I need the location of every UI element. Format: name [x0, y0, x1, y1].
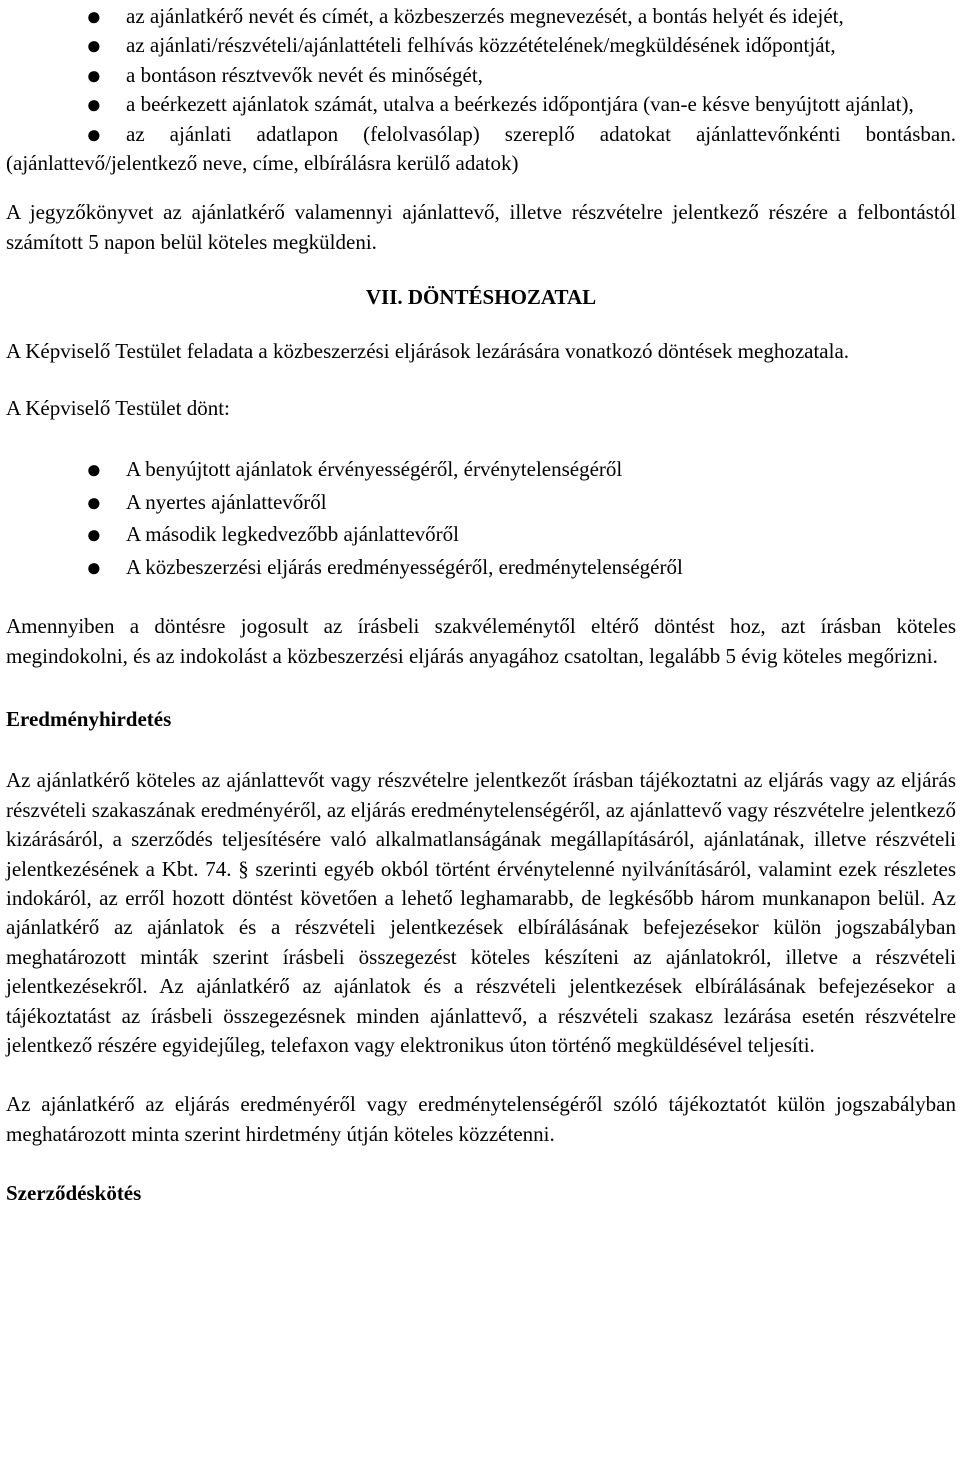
dontes-bullet-list	[6, 455, 956, 582]
list-item: ● az ajánlati/részvételi/ajánlattételi felhívás közzétételének/megküldésének időpontját,	[86, 31, 836, 61]
document-page	[6, 2, 956, 1209]
list-item: ● A közbeszerzési eljárás eredményességéről, eredménytelenségéről	[86, 552, 683, 582]
amennyiben-paragraph: Amennyiben a döntésre jogosult az írásbeli szakvéleménytől eltérő döntést hoz, azt írásban köteles megindokolni, és az indokolást a közbeszerzési eljárás anyagához csatoltan, legalább 5 évig köteles megőrizni.	[6, 614, 956, 668]
list-item: ● a beérkezett ajánlatok számát, utalva a beérkezés időpontjára (van-e késve benyújtott ajánlat),	[86, 90, 914, 120]
jegyzokonyv-paragraph: A jegyzőkönyvet az ajánlatkérő valamennyi ajánlattevő, illetve részvételre jelentkező részére a felbontástól számított 5 napon belül köteles megküldeni.	[6, 200, 956, 254]
bullet-icon: ●	[86, 119, 102, 149]
bullet-icon: ●	[86, 2, 102, 31]
section-heading-dontes: VII. DÖNTÉSHOZATAL	[365, 285, 597, 310]
list-item: ● az ajánlatkérő nevét és címét, a közbeszerzés megnevezését, a bontás helyét és idejét,	[86, 2, 844, 31]
list-item: ● A nyertes ajánlattevőről	[86, 487, 327, 517]
bullet-icon: ●	[86, 455, 102, 485]
bullet-icon: ●	[86, 520, 102, 550]
dont-paragraph: A Képviselő Testület dönt:	[6, 396, 230, 421]
list-item: ● a bontáson résztvevők nevét és minőségét,	[86, 60, 483, 90]
bullet-icon: ●	[86, 487, 102, 517]
list-item: ● A második legkedvezőbb ajánlattevőről	[86, 520, 459, 550]
list-item: ● az ajánlati adatlapon (felolvasólap) szereplő adatokat ajánlattevőnkénti bontásban. (ajánlattevő/jelentkező neve, címe, elbírálásra kerülő adatok)	[6, 119, 956, 176]
eredmenyhirdetes-paragraph-1: Az ajánlatkérő köteles az ajánlattevőt vagy részvételre jelentkezőt írásban tájékoztatni az eljárás vagy az eljárás részvételi szakaszának eredményéről, az eljárás eredménytelenségéről, az ajánlattevő vagy részvételre jelentkező kizárásáról, a szerződés teljesítésére való alkalmatlanságának megállapításáról, ajánlatának, illetve részvételi jelentkezésének a Kbt. 74. § szerinti egyéb okból történt érvénytelenné nyilvánításáról, valamint ezek részletes indokáról, az erről hozott döntést követően a lehető leghamarabb, de legkésőbb három munkanapon belül. Az ajánlatkérő az ajánlatok és a részvételi jelentkezések elbírálásának befejezésekor külön jogszabályban meghatározott minták szerint írásbeli összegezést köteles készíteni az ajánlatokról, illetve a részvételi jelentkezésekről. Az ajánlatkérő az ajánlatok és a részvételi jelentkezések elbírálásának befejezésekor a tájékoztatást az írásbeli összegezésnek minden ajánlattevő, a részvételi szakasz lezárása esetén részvételre jelentkező részére egyidejűleg, telefaxon vagy elektronikus úton történő megküldésével teljesíti.	[6, 768, 956, 1057]
list-item: ● A benyújtott ajánlatok érvényességéről, érvénytelenségéről	[86, 455, 623, 485]
eredmenyhirdetes-paragraph-2: Az ajánlatkérő az eljárás eredményéről vagy eredménytelenségéről szóló tájékoztatót külön jogszabályban meghatározott minta szerint hirdetmény útján köteles közzétenni.	[6, 1092, 956, 1146]
section-heading-szerzodeskotes: Szerződéskötés	[6, 1181, 142, 1206]
bontas-bullet-list	[6, 2, 956, 178]
section-heading-eredmenyhirdetes: Eredményhirdetés	[6, 706, 172, 731]
bullet-icon: ●	[86, 552, 102, 582]
bullet-icon: ●	[86, 90, 102, 120]
feladat-paragraph: A Képviselő Testület feladata a közbeszerzési eljárások lezárására vonatkozó döntések meghozatala.	[6, 338, 850, 363]
bullet-icon: ●	[86, 60, 102, 90]
bullet-icon: ●	[86, 31, 102, 61]
